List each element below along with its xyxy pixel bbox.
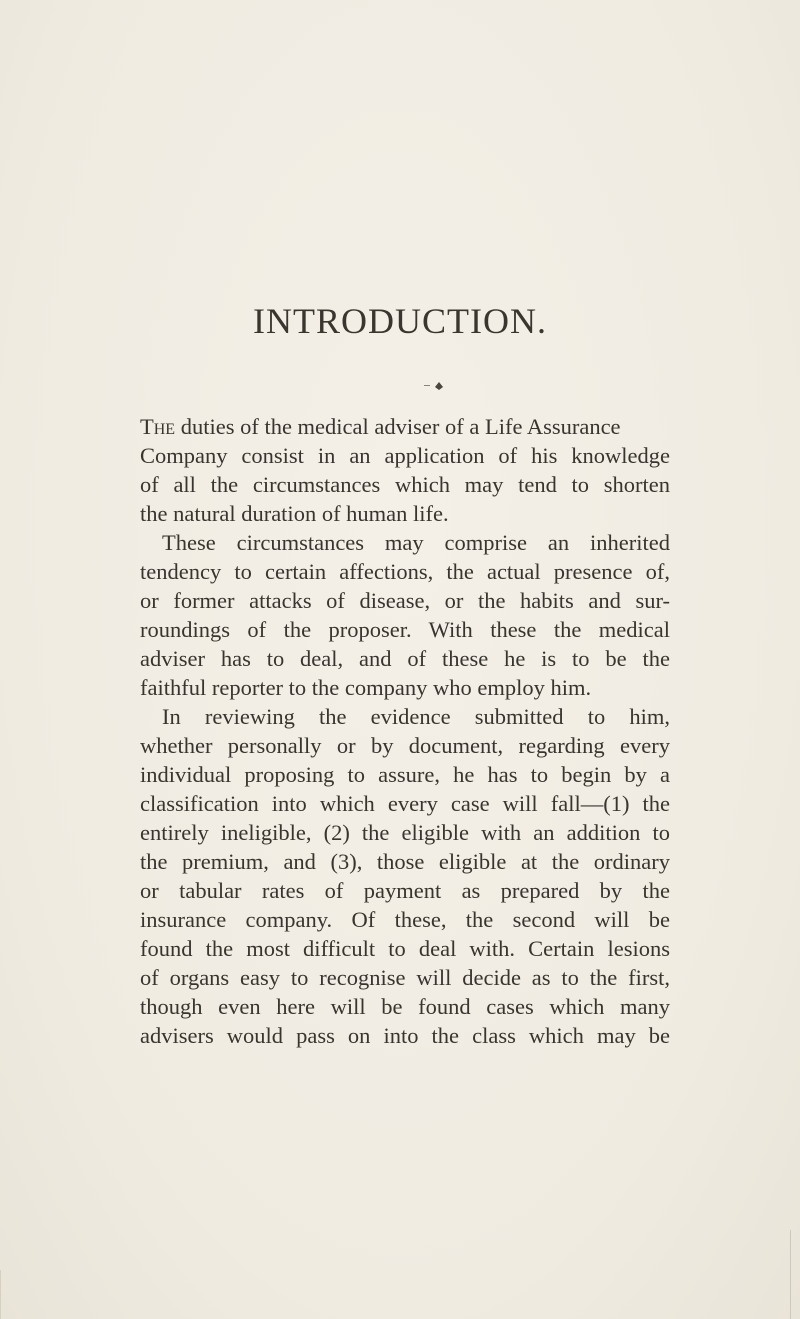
text-line-4: the natural duration of human life. xyxy=(140,501,449,526)
text-line-20: of organs easy to recognise will decide as to the first, xyxy=(140,965,670,990)
text-line-11: In reviewing the evidence submitted to him, xyxy=(162,704,670,729)
text-line-1-rest: duties of the medical adviser of a Life Assurance xyxy=(175,414,621,439)
text-line-9: adviser has to deal, and of these he is to be the xyxy=(140,646,670,671)
body-text xyxy=(140,412,670,1050)
text-line-13: individual proposing to assure, he has to begin by a xyxy=(140,762,670,787)
text-line-6: tendency to certain affections, the actual presence of, xyxy=(140,559,670,584)
text-line-21: though even here will be found cases which many xyxy=(140,994,670,1019)
text-line-17: or tabular rates of payment as prepared by the xyxy=(140,878,670,903)
text-line-12: whether personally or by document, regarding every xyxy=(140,733,670,758)
text-line-18: insurance company. Of these, the second will be xyxy=(140,907,670,932)
page-edge-shadow-left xyxy=(0,1270,1,1319)
text-line-3: of all the circumstances which may tend to shorten xyxy=(140,472,670,497)
text-line-1 xyxy=(140,412,670,441)
text-line-7: or former attacks of disease, or the habits and sur- xyxy=(140,588,670,613)
ornament-diamond-icon xyxy=(435,382,443,387)
text-line-8: roundings of the proposer. With these the medical xyxy=(140,617,670,642)
text-line-10: faithful reporter to the company who employ him. xyxy=(140,675,592,700)
text-line-19: found the most difficult to deal with. Certain lesions xyxy=(140,936,670,961)
ornament-dash xyxy=(424,385,430,386)
page-edge-shadow xyxy=(790,1230,791,1319)
text-line-22: advisers would pass on into the class which may be xyxy=(140,1023,670,1048)
opening-word: The xyxy=(140,414,176,439)
text-line-14: classification into which every case will fall—(1) the xyxy=(140,791,670,816)
chapter-heading: INTRODUCTION. xyxy=(253,301,547,341)
text-line-5: These circumstances may comprise an inherited xyxy=(162,530,670,555)
text-line-2: Company consist in an application of his knowledge xyxy=(140,443,670,468)
text-line-15: entirely ineligible, (2) the eligible with an addition to xyxy=(140,820,670,845)
text-line-16: the premium, and (3), those eligible at the ordinary xyxy=(140,849,670,874)
